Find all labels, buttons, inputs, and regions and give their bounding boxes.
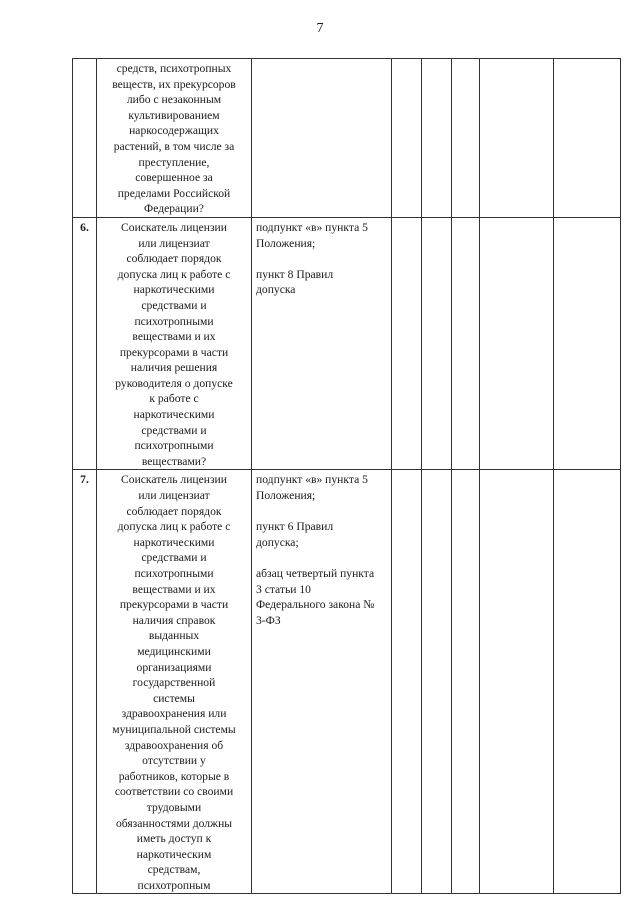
answer-cell	[422, 217, 452, 470]
question-cell	[97, 217, 252, 470]
question-line: наркотическими	[133, 283, 215, 297]
reference-line: пункт 8 Правил	[256, 267, 334, 281]
reference-line: подпункт «в» пункта 5	[256, 220, 368, 234]
question-line: Соискатель лицензии	[121, 473, 227, 487]
row-number-cell	[73, 59, 97, 218]
reference-cell	[252, 59, 392, 218]
reference-line: подпункт «в» пункта 5	[256, 473, 368, 487]
question-line: наличия решения	[130, 361, 218, 375]
reference-line: абзац четвертый пункта	[256, 567, 375, 580]
reference-line: 3-ФЗ	[256, 613, 281, 627]
answer-cell	[480, 470, 554, 894]
notes-cell	[554, 217, 621, 470]
question-line: соблюдает порядок	[126, 252, 222, 266]
question-line: психотропным	[137, 878, 211, 892]
question-line: либо с незаконным	[126, 93, 222, 107]
question-line: веществами и их	[132, 330, 216, 344]
question-line: здравоохранения об	[124, 738, 224, 752]
question-line: прекурсорами в части	[119, 345, 229, 359]
question-line: наркотическими	[133, 408, 215, 422]
question-line: веществами и их	[132, 582, 216, 596]
question-line: веществ, их прекурсоров	[112, 77, 236, 91]
question-line: веществами?	[141, 454, 207, 468]
answer-cell	[392, 470, 422, 894]
question-line: муниципальной системы	[112, 722, 236, 736]
question-line: допуска лиц к работе с	[117, 267, 231, 281]
question-line: соответствии со своими	[114, 785, 234, 799]
question-line: психотропными	[134, 567, 214, 580]
answer-cell	[422, 470, 452, 894]
question-line: прекурсорами в части	[119, 598, 229, 612]
reference-line: Федерального закона №	[256, 598, 375, 612]
question-line: наличия справок	[132, 613, 216, 627]
reference-gap	[256, 504, 387, 520]
reference-gap	[256, 550, 387, 566]
question-line: отсутствии у	[142, 754, 206, 768]
question-line: культивированием	[128, 108, 220, 122]
question-line: Соискатель лицензии	[121, 220, 227, 234]
question-line: средствами и	[141, 551, 207, 565]
question-line: иметь доступ к	[136, 832, 212, 846]
answer-cell	[452, 217, 480, 470]
question-cell	[97, 470, 252, 894]
answer-cell	[480, 217, 554, 470]
notes-cell	[554, 59, 621, 218]
question-line: пределами Российской	[117, 186, 231, 200]
question-cell	[97, 59, 252, 218]
question-line: руководителя о допуске	[115, 376, 233, 390]
question-line: средствами и	[141, 298, 207, 312]
reference-line: 3 статьи 10	[256, 582, 311, 596]
reference-cell	[252, 217, 392, 470]
reference-line: допуска	[256, 283, 296, 297]
row-number-cell: 7.	[73, 470, 97, 894]
question-line: наркотическим	[136, 847, 212, 861]
reference-line: Положения;	[256, 489, 316, 503]
table-row	[73, 470, 621, 894]
question-line: средствами и	[141, 423, 207, 437]
answer-cell	[392, 217, 422, 470]
question-line: наркосодержащих	[129, 124, 219, 138]
question-line: к работе с	[149, 392, 199, 406]
question-line: выданных	[148, 629, 200, 643]
reference-line: допуска;	[256, 535, 299, 549]
question-line: обязанностями должны	[115, 816, 233, 830]
question-line: соблюдает порядок	[126, 504, 222, 518]
reference-line: пункт 6 Правил	[256, 520, 334, 534]
answer-cell	[392, 59, 422, 218]
checklist-table	[72, 58, 621, 894]
question-line: здравоохранения или	[121, 707, 227, 721]
question-line: средств, психотропных	[116, 62, 232, 75]
row-number-cell: 6.	[73, 217, 97, 470]
answer-cell	[422, 59, 452, 218]
answer-cell	[452, 470, 480, 894]
reference-gap	[256, 251, 387, 267]
answer-cell	[480, 59, 554, 218]
question-line: организациями	[136, 660, 212, 674]
question-line: системы	[153, 691, 195, 705]
question-line: или лицензиат	[138, 489, 210, 503]
question-line: работников, которые в	[118, 769, 230, 783]
notes-cell	[554, 470, 621, 894]
question-line: средствам,	[147, 863, 201, 877]
reference-cell	[252, 470, 392, 894]
question-line: наркотическими	[133, 535, 215, 549]
table-row	[73, 59, 621, 218]
page-number: 7	[316, 21, 324, 36]
question-line: государственной	[132, 676, 216, 690]
answer-cell	[452, 59, 480, 218]
question-line: психотропными	[134, 314, 214, 328]
question-line: медицинскими	[137, 644, 211, 658]
question-line: трудовыми	[146, 800, 202, 814]
question-line: психотропными	[134, 439, 214, 453]
question-line: растений, в том числе за	[113, 139, 235, 153]
question-line: преступление,	[138, 155, 210, 169]
reference-line: Положения;	[256, 236, 316, 250]
question-line: Федерации?	[144, 202, 204, 216]
question-line: совершенное за	[135, 171, 213, 185]
question-line: допуска лиц к работе с	[117, 520, 231, 534]
question-line: или лицензиат	[138, 236, 210, 250]
table-row	[73, 217, 621, 470]
